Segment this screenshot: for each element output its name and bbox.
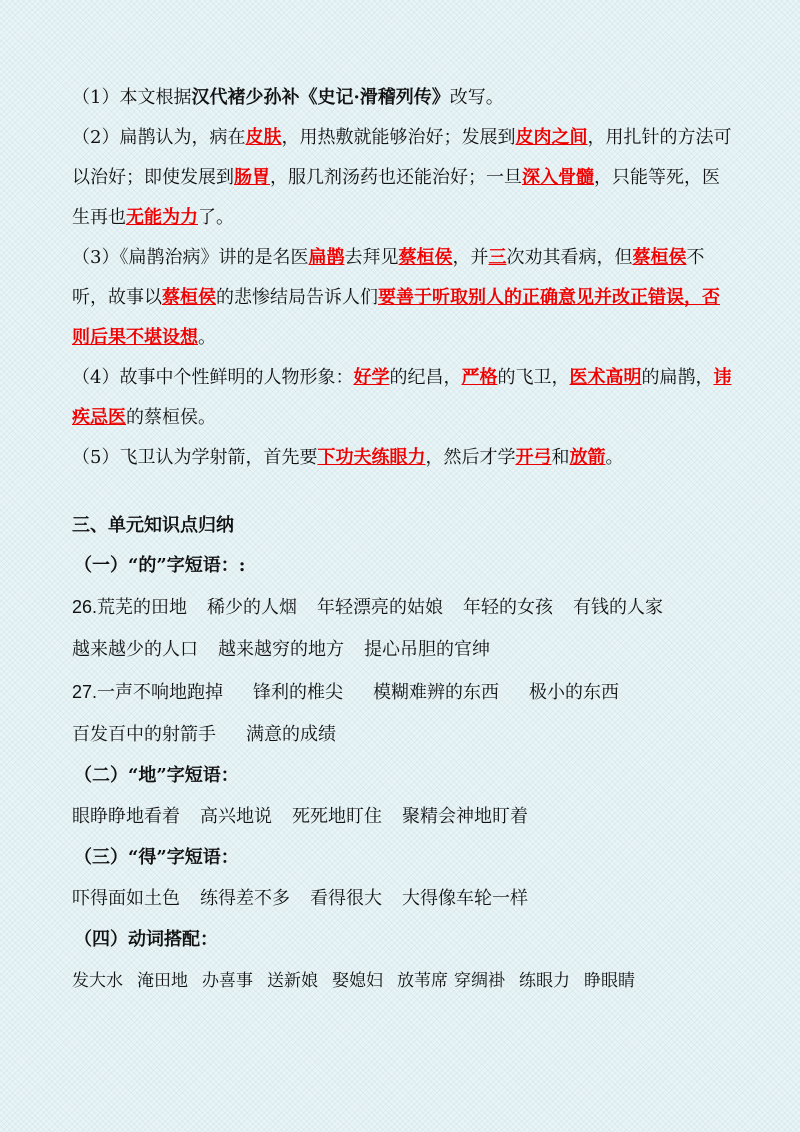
text: ，并 [452,247,489,268]
text: 的蔡桓侯。 [126,407,216,428]
answer-blank: 要善于听取别人的正确意见并改正错误，否则后果不堪设想 [72,287,720,348]
text: 。 [605,447,624,468]
answer-blank: 开弓 [515,447,552,468]
phrase: 锋利的椎尖 [253,682,344,703]
phrase-line [72,671,732,714]
phrase: 百发百中的射箭手 [72,724,216,745]
answer-blank: 肠胃 [234,167,270,188]
phrase: 聚精会神地盯着 [402,806,528,827]
text: （2）扁鹊认为，病在 [72,127,246,148]
subsection-dei-title: （三）“得”字短语： [74,847,239,868]
text: 不听，故事以 [72,247,705,308]
text: 的纪昌， [389,367,462,388]
phrase: 越来越穷的地方 [218,639,344,660]
text: 的扁鹊， [641,367,714,388]
text: 的飞卫， [497,367,570,388]
answer-blank: 蔡桓侯 [398,247,453,268]
phrase: 年轻漂亮的姑娘 [317,597,444,618]
phrase: 眼睁睁地看着 [72,806,180,827]
phrase-line [72,960,732,1002]
phrase: 年轻的女孩 [463,597,554,618]
item-3 [72,238,732,358]
phrase: 越来越少的人口 [72,639,198,660]
answer-blank: 深入骨髓 [522,167,594,188]
phrase: 有钱的人家 [573,597,664,618]
phrase: 稀少的人烟 [207,597,298,618]
phrase: 大得像车轮一样 [402,888,528,909]
answer-blank: 好学 [353,367,390,388]
phrase: 高兴地说 [200,806,272,827]
phrase: 发大水 [72,971,123,991]
answer-blank: 严格 [461,367,498,388]
phrase: 办喜事 [202,971,253,991]
subsection-verb-title: （四）动词搭配： [74,929,218,950]
phrase: 吓得面如土色 [72,888,180,909]
phrase: 极小的东西 [529,682,620,703]
item-4 [72,358,732,438]
phrase-line [72,586,732,629]
phrase: 放苇席 [397,971,448,991]
text: ，只能等死，医生再也 [72,167,720,228]
phrase: 满意的成绩 [246,724,336,745]
text: 和 [551,447,570,468]
answer-blank: 蔡桓侯 [632,247,687,268]
item-5 [72,438,732,478]
item-1 [72,78,732,118]
answer-blank: 放箭 [569,447,606,468]
subsection-de-title: （一）“的”字短语：: [74,555,246,576]
text: 。 [198,327,216,348]
text: （1）本文根据 [72,87,192,108]
phrase: 看得很大 [310,888,382,909]
phrase: 一声不响地跑掉 [97,682,224,703]
phrase-line [72,878,732,920]
text: 次劝其看病，但 [506,247,633,268]
text: 去拜见 [344,247,399,268]
answer-blank: 下功夫练眼力 [317,447,426,468]
text: （4）故事中个性鲜明的人物形象： [72,367,354,388]
phrase-line [72,629,732,671]
text: 的悲惨结局告诉人们 [216,287,378,308]
phrase: 娶媳妇 [332,971,383,991]
text: 改写。 [449,87,504,108]
text: ，用热敷就能够治好；发展到 [281,127,516,148]
text: ，然后才学 [425,447,516,468]
phrase: 模糊难辨的东西 [373,682,500,703]
text: ，用扎针的方法可以治好；即使发展到 [72,127,732,188]
item-2 [72,118,732,238]
phrase-line [72,714,732,756]
phrase: 睁眼睛 [584,971,635,991]
phrase: 练得差不多 [200,888,290,909]
phrase: 荒芜的田地 [97,597,188,618]
subsection-di-title: （二）“地”字短语： [74,765,239,786]
phrase: 练眼力 [519,971,570,991]
section-heading: 三、单元知识点归纳 [72,515,234,536]
answer-blank: 医术高明 [569,367,642,388]
phrase: 送新娘 [267,971,318,991]
answer-blank: 三 [488,247,507,268]
answer-blank: 皮肤 [245,127,282,148]
source-title: 汉代褚少孙补《史记·滑稽列传》 [191,87,450,108]
phrase-line [72,796,732,838]
answer-blank: 皮肉之间 [515,127,588,148]
phrase: 穿绸褂 [454,971,505,991]
phrase: 提心吊胆的官绅 [364,639,490,660]
text: 了。 [198,207,234,228]
phrase: 淹田地 [137,971,188,991]
text: ，服几剂汤药也还能治好；一旦 [270,167,522,188]
answer-blank: 无能为力 [126,207,198,228]
text: （5）飞卫认为学射箭，首先要 [72,447,318,468]
item-number: 26. [72,597,98,617]
phrase: 死死地盯住 [292,806,382,827]
item-number: 27. [72,682,98,702]
text: （3）《扁鹊治病》讲的是名医 [72,247,309,268]
document-page [72,78,732,1002]
answer-blank: 蔡桓侯 [162,287,216,308]
answer-blank: 讳疾忌医 [72,367,732,428]
answer-blank: 扁鹊 [308,247,345,268]
